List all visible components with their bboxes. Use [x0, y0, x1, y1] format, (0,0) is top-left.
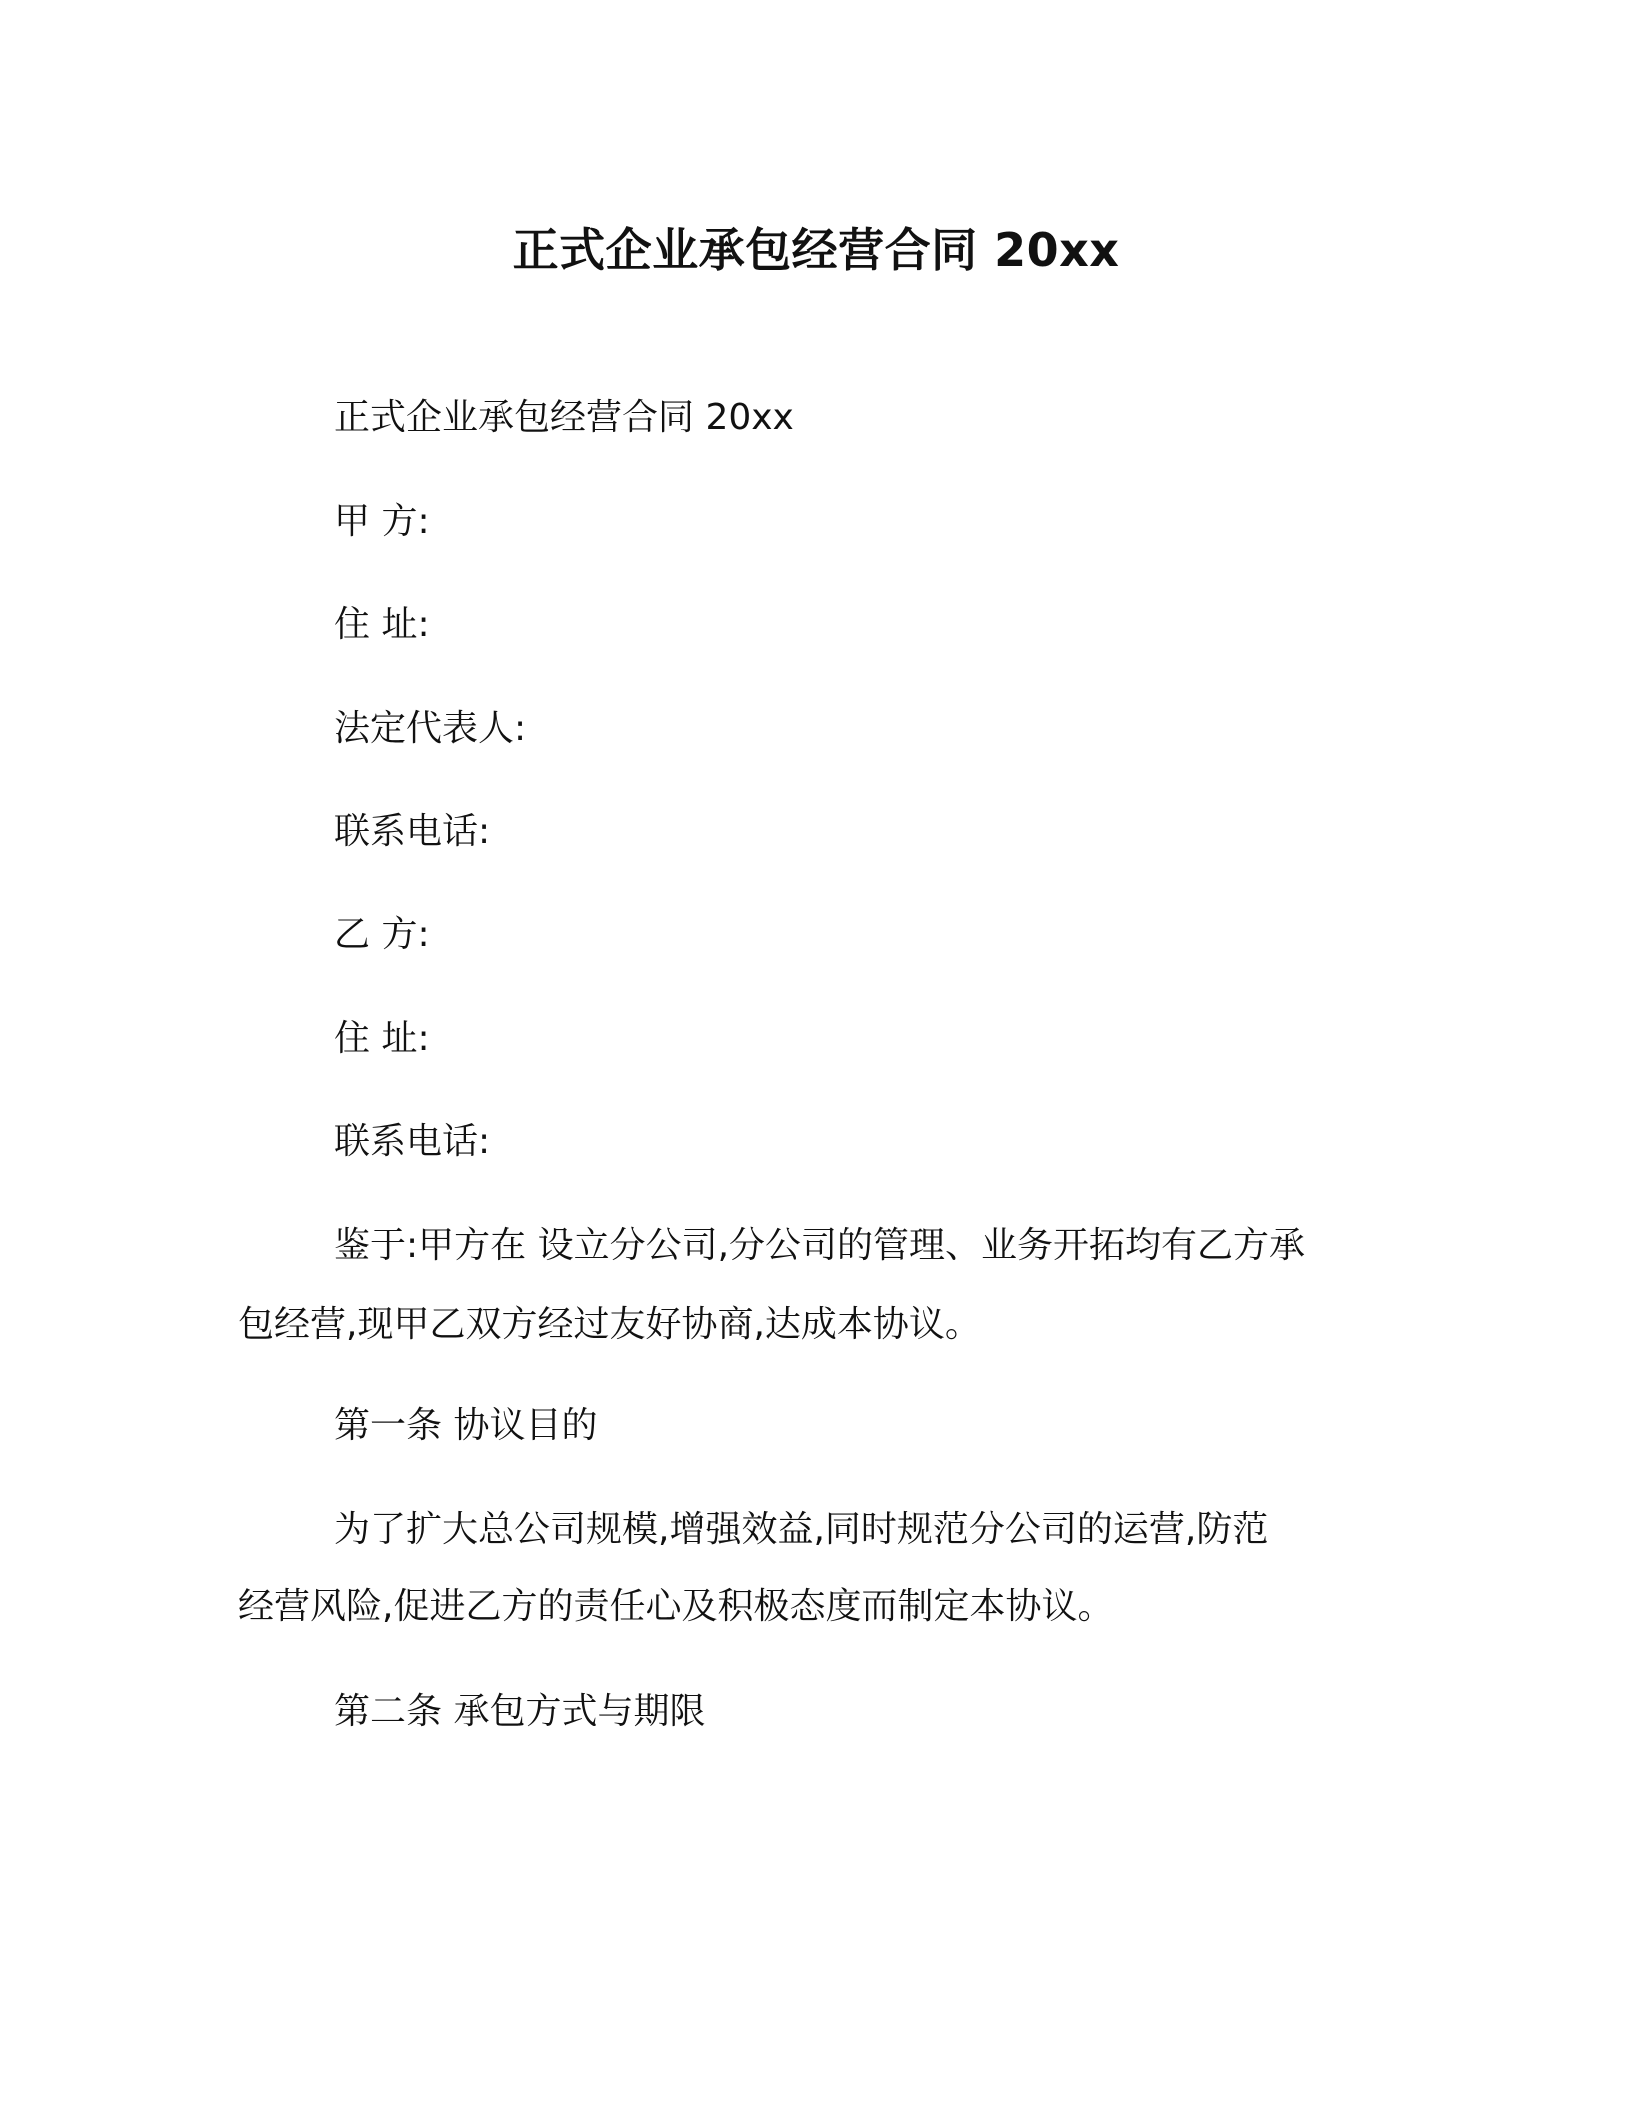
recital-line-1: 鉴于:甲方在 设立分公司,分公司的管理、业务开拓均有乙方承 — [334, 1225, 1306, 1266]
recital-line-2: 包经营,现甲乙双方经过友好协商,达成本协议。 — [238, 1304, 981, 1345]
party-a-phone-label: 联系电话: — [334, 811, 491, 852]
article-2-heading: 第二条 承包方式与期限 — [334, 1691, 706, 1732]
party-b-label: 乙 方: — [334, 914, 430, 955]
contract-subtitle: 正式企业承包经营合同 20xx — [334, 397, 794, 438]
article-1-heading: 第一条 协议目的 — [334, 1405, 598, 1446]
document-title: 正式企业承包经营合同 20xx — [512, 223, 1120, 277]
party-a-address-label: 住 址: — [334, 604, 430, 645]
article-1-line-2: 经营风险,促进乙方的责任心及积极态度而制定本协议。 — [238, 1586, 1114, 1627]
party-a-label: 甲 方: — [334, 501, 430, 542]
party-b-address-label: 住 址: — [334, 1018, 430, 1059]
party-a-legal-rep-label: 法定代表人: — [334, 708, 527, 749]
party-b-phone-label: 联系电话: — [334, 1121, 491, 1162]
article-1-line-1: 为了扩大总公司规模,增强效益,同时规范分公司的运营,防范 — [334, 1509, 1269, 1550]
